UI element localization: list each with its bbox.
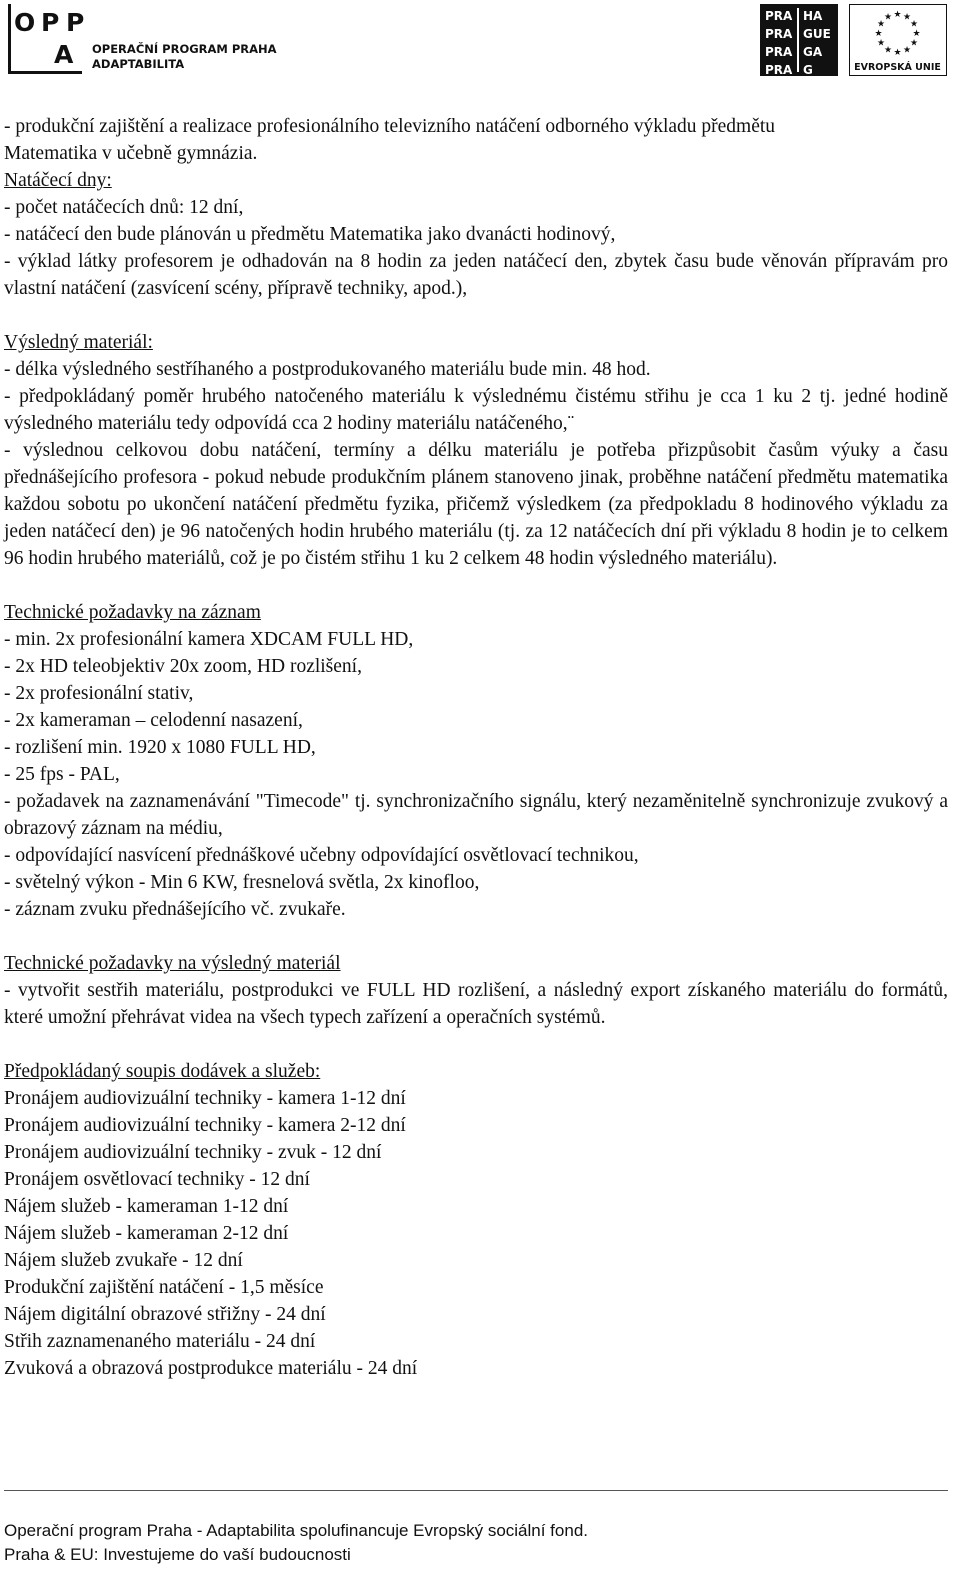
praha-left-3: PRA: [765, 45, 793, 59]
opp-logo-text: [92, 42, 277, 72]
tech-record-item: - rozlišení min. 1920 x 1080 FULL HD,: [4, 737, 316, 758]
supplies-item: Pronájem audiovizuální techniky - kamera 1-12 dní: [4, 1088, 406, 1109]
supplies-heading: Předpokládaný soupis dodávek a služeb:: [4, 1061, 321, 1082]
praha-right-3: GA: [803, 45, 823, 59]
supplies-item: Pronájem osvětlovací techniky - 12 dní: [4, 1169, 310, 1190]
footer-divider: [4, 1490, 948, 1491]
praha-logo-left-column: [765, 7, 792, 79]
praha-right-2: GUE: [803, 27, 831, 41]
praha-left-4: PRA: [765, 63, 793, 77]
supplies-item: Nájem služeb - kameraman 2-12 dní: [4, 1223, 289, 1244]
tech-record-heading: Technické požadavky na záznam: [4, 602, 261, 623]
opp-letter-p1: P: [41, 8, 60, 37]
opp-logo: [8, 4, 278, 76]
page-footer: [4, 1519, 588, 1567]
praha-left-1: PRA: [765, 9, 793, 23]
svg-text:★: ★: [909, 19, 919, 30]
intro-line-1: - produkční zajištění a realizace profesionálního televizního natáčení odborného výkladu předmětu: [4, 116, 776, 137]
result-item: - délka výsledného sestříhaného a postprodukovaného materiálu bude min. 48 hod.: [4, 359, 651, 380]
praha-right-1: HA: [803, 9, 823, 23]
tech-record-item: - 2x kameraman – celodenní nasazení,: [4, 710, 303, 731]
praha-logo-right-column: [803, 7, 831, 79]
supplies-item: Nájem digitální obrazové střižny - 24 dní: [4, 1304, 326, 1325]
svg-text:★: ★: [893, 10, 902, 20]
svg-text:★: ★: [874, 29, 883, 39]
tech-output-heading: Technické požadavky na výsledný materiál: [4, 953, 341, 974]
result-heading: Výsledný materiál:: [4, 332, 153, 353]
svg-text:★: ★: [883, 12, 893, 23]
opp-letter-o: O: [14, 8, 36, 37]
supplies-item: Nájem služeb zvukaře - 12 dní: [4, 1250, 243, 1271]
supplies-item: Zvuková a obrazová postprodukce materiálu - 24 dní: [4, 1358, 418, 1379]
svg-text:★: ★: [902, 12, 912, 23]
supplies-item: Pronájem audiovizuální techniky - kamera 2-12 dní: [4, 1115, 406, 1136]
praha-left-2: PRA: [765, 27, 793, 41]
svg-text:★: ★: [902, 45, 912, 56]
tech-record-item: - min. 2x profesionální kamera XDCAM FULL HD,: [4, 629, 414, 650]
opp-letter-a: A: [54, 40, 74, 69]
tech-record-item: - odpovídající nasvícení přednáškové učebny odpovídající osvětlovací technikou,: [4, 845, 639, 866]
supplies-item: Střih zaznamenaného materiálu - 24 dní: [4, 1331, 316, 1352]
intro-line-2: Matematika v učebně gymnázia.: [4, 143, 258, 164]
shooting-days-item: - natáčecí den bude plánován u předmětu Matematika jako dvanácti hodinový,: [4, 224, 616, 245]
supplies-item: Nájem služeb - kameraman 1-12 dní: [4, 1196, 289, 1217]
svg-text:★: ★: [883, 45, 893, 56]
svg-text:★: ★: [876, 38, 886, 49]
tech-output-text: - vytvořit sestřih materiálu, postprodukci ve FULL HD rozlišení, a následný export získaného materiálu do formátů, které umožní přehrávat videa na všech typech zařízení a operačních systémů.: [4, 980, 948, 1028]
tech-record-item: - 25 fps - PAL,: [4, 764, 120, 785]
svg-text:★: ★: [912, 29, 921, 39]
footer-line-1: Operační program Praha - Adaptabilita spolufinancuje Evropský sociální fond.: [4, 1521, 588, 1540]
result-item: - výslednou celkovou dobu natáčení, termíny a délku materiálu je potřeba přizpůsobit časům výuky a času přednášejícího profesora - pokud nebude produkčním plánem stanoveno jinak, proběhne natáčení předmětu matematika každou sobotu po ukončení natáčení předmětu fyzika, přičemž výsledkem (za předpokladu 8 hodinového výkladu za jeden natáčecí den) je 96 natočených hodin hrubého materiálu (tj. za 12 natáčecích dní při výkladu 8 hodin je to celkem 96 hodin hrubého materiálů, což je po čistém střihu 1 ku 2 celkem 48 hodin výsledného materiálu).: [4, 440, 948, 569]
opp-logo-line2: ADAPTABILITA: [92, 57, 185, 71]
eu-logo: [849, 4, 947, 76]
page-header: [0, 0, 960, 82]
praha-right-4: G: [803, 63, 813, 77]
tech-record-item: - záznam zvuku přednášejícího vč. zvukaře.: [4, 899, 346, 920]
eu-caption: EVROPSKÁ UNIE: [854, 62, 941, 73]
opp-logo-line1: OPERAČNÍ PROGRAM PRAHA: [92, 42, 277, 56]
result-item: - předpokládaný poměr hrubého natočeného materiálu k výslednému čistému střihu je cca 1 ku 2 tj. jedné hodině výsledného materiálu tedy odpovídá cca 2 hodiny materiálu natáčeného,¨: [4, 386, 948, 434]
document-body: [4, 113, 948, 1382]
footer-line-2: Praha & EU: Investujeme do vaší budoucnosti: [4, 1545, 351, 1564]
opp-letter-p2: P: [66, 8, 85, 37]
eu-stars-icon: [850, 5, 945, 61]
praha-logo: [760, 4, 838, 76]
supplies-item: Produkční zajištění natáčení - 1,5 měsíce: [4, 1277, 324, 1298]
svg-text:★: ★: [876, 19, 886, 30]
shooting-days-item: - výklad látky profesorem je odhadován na 8 hodin za jeden natáčecí den, zbytek času bude věnován přípravám pro vlastní natáčení (zasvícení scény, přípravě techniky, apod.),: [4, 251, 948, 299]
svg-text:★: ★: [893, 48, 902, 58]
tech-record-item: - světelný výkon - Min 6 KW, fresnelová světla, 2x kinofloo,: [4, 872, 480, 893]
tech-record-item: - 2x profesionální stativ,: [4, 683, 194, 704]
tech-record-item: - požadavek na zaznamenávání "Timecode" tj. synchronizačního signálu, který nezaměnitelně synchronizuje zvukový a obrazový záznam na médiu,: [4, 791, 948, 839]
supplies-item: Pronájem audiovizuální techniky - zvuk - 12 dní: [4, 1142, 382, 1163]
svg-text:★: ★: [909, 38, 919, 49]
shooting-days-item: - počet natáčecích dnů: 12 dní,: [4, 197, 244, 218]
praha-logo-divider: [797, 8, 799, 72]
tech-record-item: - 2x HD teleobjektiv 20x zoom, HD rozlišení,: [4, 656, 362, 677]
shooting-days-heading: Natáčecí dny:: [4, 170, 112, 191]
